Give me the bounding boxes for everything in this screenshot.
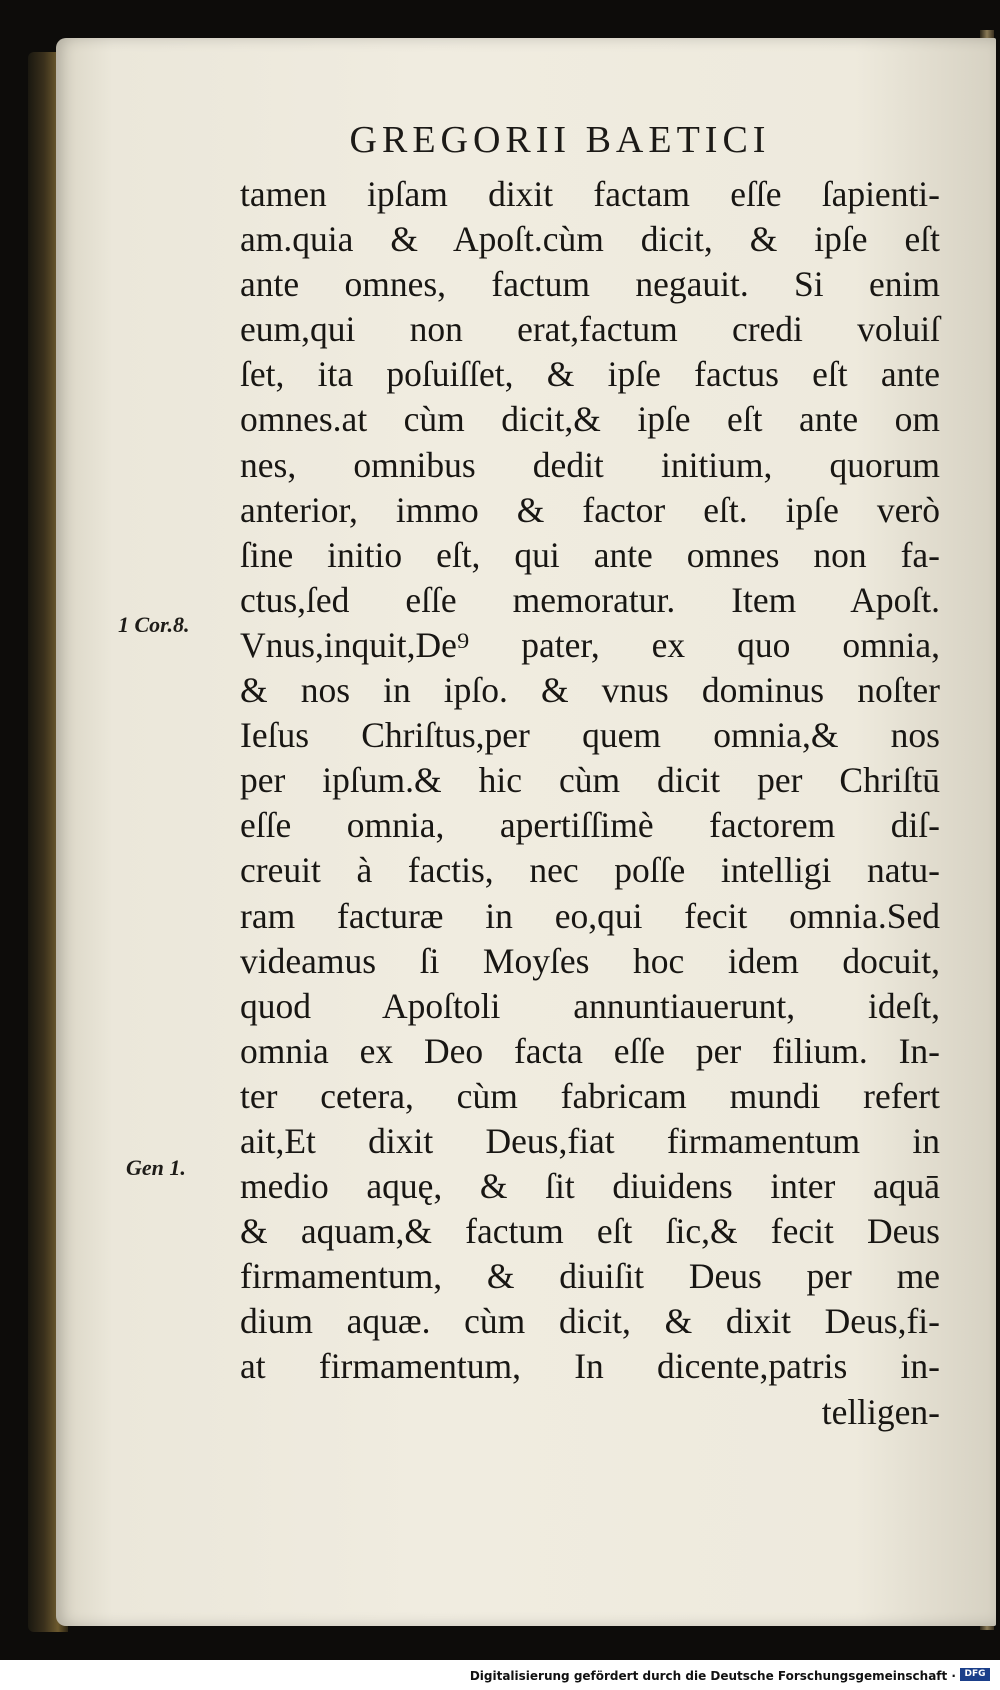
marginal-note: 1 Cor.8. [118,612,190,637]
running-head: GREGORII BAETICI [349,119,771,161]
text-line: firmamentum, & diuiſit Deus per me [240,1256,940,1297]
text-line: ante omnes, factum negauit. Si enim [240,264,940,305]
text-line: ſine initio eſt, qui ante omnes non fa- [240,534,940,575]
text-line: Ieſus Chriſtus,per quem omnia,& nos [240,715,940,756]
text-line: at firmamentum, In dicente,patris in- [240,1346,940,1387]
text-line: nes, omnibus dedit initium, quorum [240,444,940,485]
text-line: ait,Et dixit Deus,fiat firmamentum in [240,1120,940,1161]
text-line: eſſe omnia, apertiſſimè factorem diſ- [240,805,940,846]
dfg-logo-icon: DFG [960,1668,990,1681]
text-line: dium aquæ. cùm dicit, & dixit Deus,fi- [240,1301,940,1342]
text-line: ſet, ita poſuiſſet, & ipſe factus eſt ante [240,354,940,395]
text-line: eum,qui non erat,factum credi voluiſ [240,309,940,350]
text-line: creuit à factis, nec poſſe intelligi natu- [240,850,940,891]
text-line: ter cetera, cùm fabricam mundi refert [240,1075,940,1116]
marginal-note: Gen 1. [126,1155,186,1180]
text-line: & nos in ipſo. & vnus dominus noſter [240,670,940,711]
text-line: am.quia & Apoſt.cùm dicit, & ipſe eſt [240,219,940,260]
text-line: & aquam,& factum eſt ſic,& fecit Deus [240,1211,940,1252]
text-line: omnia ex Deo facta eſſe per filium. In- [240,1030,940,1071]
text-line: medio aquę, & ſit diuidens inter aquā [240,1166,940,1207]
text-line: videamus ſi Moyſes hoc idem docuit, [240,940,940,981]
footer-credit: Digitalisierung gefördert durch die Deutsche Forschungsgemeinschaft · [469,1669,956,1683]
text-line: per ipſum.& hic cùm dicit per Chriſtū [240,760,940,801]
text-line: Vnus,inquit,De⁹ pater, ex quo omnia, [240,624,940,665]
text-line: ctus,ſed eſſe memoratur. Item Apoſt. [240,579,940,620]
text-line: ram facturæ in eo,qui fecit omnia.Sed [240,895,940,936]
text-line: omnes.at cùm dicit,& ipſe eſt ante om [240,399,940,440]
catchword: telligen- [821,1391,940,1432]
text-line: tamen ipſam dixit factam eſſe ſapienti- [240,174,940,214]
digitization-footer [0,1660,1000,1690]
main-text-block [240,172,940,1435]
text-line: quod Apoſtoli annuntiauerunt, ideſt, [240,985,940,1026]
text-line: anterior, immo & factor eſt. ipſe verò [240,489,940,530]
